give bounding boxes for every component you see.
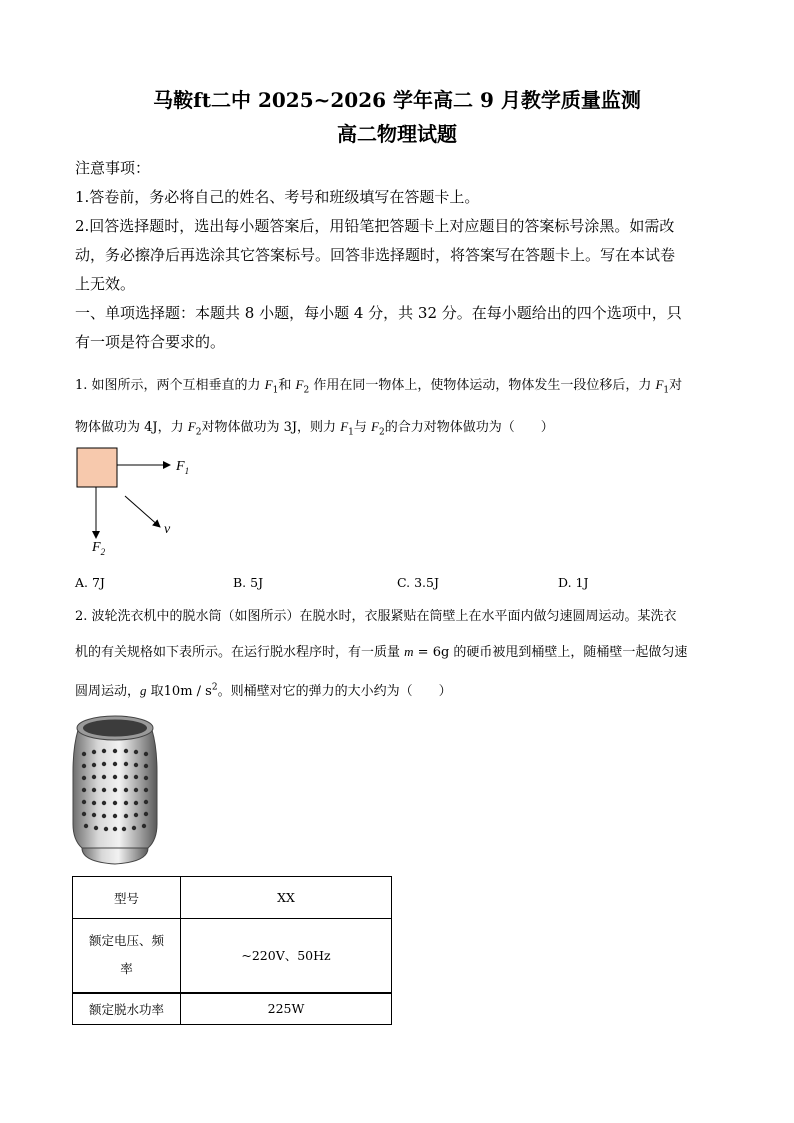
spec-table [72, 876, 392, 1025]
table-cell: ~220V、50Hz [181, 919, 392, 993]
label-f2: $F_2$ [92, 540, 106, 557]
table-cell: 额定电压、频 率 [73, 919, 181, 993]
object-block [77, 448, 117, 487]
question-2-line-2: 机的有关规格如下表所示。在运行脱水程序时，有一质量 m = 6g 的硬币被甩到桶壁上，随桶壁一起做匀速 [75, 644, 688, 660]
page-title: 马鞍ft二中 2025~2026 学年高二 9 月教学质量监测 [153, 88, 641, 112]
table-cell: 型号 [73, 877, 181, 919]
option-a[interactable]: A. 7J [75, 575, 105, 590]
section-heading: 一、单项选择题：本题共 8 小题，每小题 4 分，共 32 分。在每小题给出的四个选项中，只 [75, 304, 682, 322]
page-subtitle: 高二物理试题 [337, 122, 457, 146]
notice-item-2-end: 上无效。 [75, 275, 136, 293]
notice-item-1: 1.答卷前，务必将自己的姓名、考号和班级填写在答题卡上。 [75, 188, 480, 206]
label-f1: $F_1$ [176, 459, 190, 476]
option-b[interactable]: B. 5J [233, 575, 264, 590]
notice-heading: 注意事项： [75, 159, 151, 177]
table-row [73, 877, 392, 919]
question-1-line-2: 物体做功为 4J，力 $F_2$对物体做功为 3J，则力 $F_1$与 $F_2$的合力对物体做功为（ ） [75, 419, 554, 438]
question-2-line-3: 圆周运动，g 取$10m / s^2$。则桶壁对它的弹力的大小约为（ ） [75, 682, 452, 699]
table-row [73, 919, 392, 993]
option-d[interactable]: D. 1J [558, 575, 589, 590]
table-row [73, 993, 392, 1025]
table-cell: 额定脱水功率 [73, 993, 181, 1025]
question-2-line-1: 2. 波轮洗衣机中的脱水筒（如图所示）在脱水时，衣服紧贴在筒壁上在水平面内做匀速圆周运动。某洗衣 [75, 609, 677, 624]
velocity-arrow [125, 496, 160, 527]
option-c[interactable]: C. 3.5J [397, 575, 439, 590]
spin-drum-illustration [70, 712, 160, 868]
table-cell: 225W [181, 993, 392, 1025]
label-v: v [164, 522, 171, 537]
question-1-line-1: 1. 如图所示，两个互相垂直的力 $F_1$和 $F_2$ 作用在同一物体上，使物体运动，物体发生一段位移后，力 $F_1$对 [75, 377, 683, 396]
section-heading-cont: 有一项是符合要求的。 [75, 333, 226, 351]
table-cell: XX [181, 877, 392, 919]
notice-item-2-cont: 动，务必擦净后再选涂其它答案标号。回答非选择题时，将答案写在答题卡上。写在本试卷 [75, 246, 676, 264]
notice-item-2: 2.回答选择题时，选出每小题答案后，用铅笔把答题卡上对应题目的答案标号涂黑。如需改 [75, 217, 675, 235]
